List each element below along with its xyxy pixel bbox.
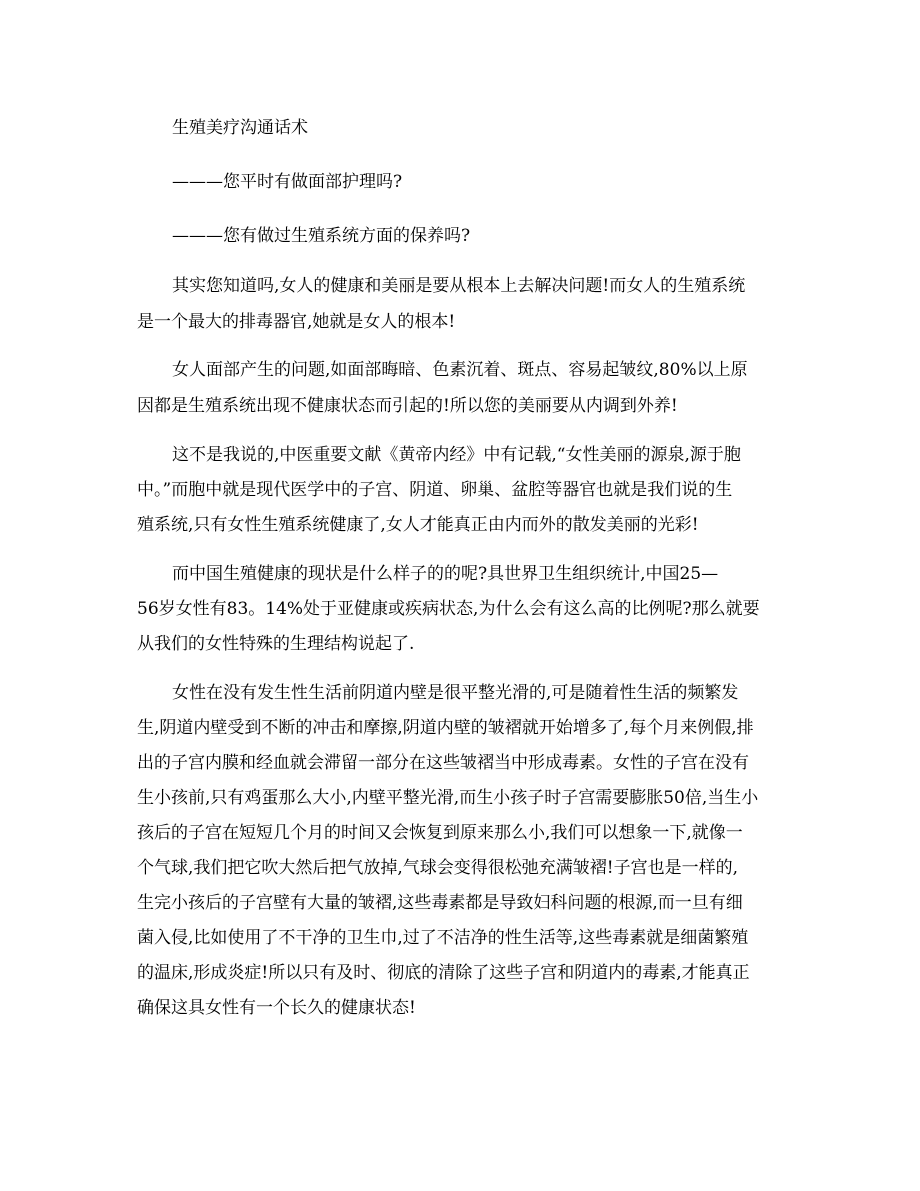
paragraph-4-line-1: 而中国生殖健康的现状是什么样子的的呢?具世界卫生组织统计,中国25— bbox=[172, 564, 719, 584]
paragraph-5-line-1: 女性在没有发生性生活前阴道内壁是很平整光滑的,可是随着性生活的频繁发 bbox=[172, 683, 739, 703]
question-1: ———您平时有做面部护理吗? bbox=[172, 172, 403, 192]
document-title: 生殖美疗沟通话术 bbox=[172, 118, 308, 138]
paragraph-2-line-1: 女人面部产生的问题,如面部晦暗、色素沉着、斑点、容易起皱纹,80%以上原 bbox=[172, 360, 748, 380]
paragraph-5-line-8: 菌入侵,比如使用了不干净的卫生巾,过了不洁净的性生活等,这些毒素就是细菌繁殖 bbox=[137, 928, 749, 948]
paragraph-5-line-5: 孩后的子宫在短短几个月的时间又会恢复到原来那么小,我们可以想象一下,就像一 bbox=[137, 823, 743, 843]
paragraph-3-line-3: 殖系统,只有女性生殖系统健康了,女人才能真正由内而外的散发美丽的光彩! bbox=[137, 515, 699, 535]
question-2: ———您有做过生殖系统方面的保养吗? bbox=[172, 226, 471, 246]
paragraph-3-line-1: 这不是我说的,中医重要文献《黄帝内经》中有记载,“女性美丽的源泉,源于胞 bbox=[172, 445, 741, 465]
paragraph-4-line-3: 从我们的女性特殊的生理结构说起了. bbox=[137, 634, 415, 654]
paragraph-2-line-2: 因都是生殖系统出现不健康状态而引起的!所以您的美丽要从内调到外养! bbox=[137, 396, 678, 416]
paragraph-4-line-2: 56岁女性有83。14%处于亚健康或疾病状态,为什么会有这么高的比例呢?那么就要 bbox=[137, 599, 760, 619]
paragraph-3-line-2: 中。”而胞中就是现代医学中的子宫、阴道、卵巢、盆腔等器官也就是我们说的生 bbox=[137, 480, 733, 500]
paragraph-5-line-7: 生完小孩后的子宫壁有大量的皱褶,这些毒素都是导致妇科问题的根源,而一旦有细 bbox=[137, 893, 743, 913]
paragraph-5-line-9: 的温床,形成炎症!所以只有及时、彻底的清除了这些子宫和阴道内的毒素,才能真正 bbox=[137, 963, 750, 983]
paragraph-5-line-6: 个气球,我们把它吹大然后把气放掉,气球会变得很松弛充满皱褶!子宫也是一样的, bbox=[137, 858, 739, 878]
paragraph-1-line-1: 其实您知道吗,女人的健康和美丽是要从根本上去解决问题!而女人的生殖系统 bbox=[172, 276, 746, 296]
paragraph-5-line-2: 生,阴道内壁受到不断的冲击和摩擦,阴道内壁的皱褶就开始增多了,每个月来例假,排 bbox=[137, 718, 754, 738]
paragraph-1-line-2: 是一个最大的排毒器官,她就是女人的根本! bbox=[137, 312, 456, 332]
paragraph-5-line-4: 生小孩前,只有鸡蛋那么大小,内壁平整光滑,而生小孩子时子宫需要膨胀50倍,当生小 bbox=[137, 788, 759, 808]
paragraph-5-line-10: 确保这具女性有一个长久的健康状态! bbox=[137, 998, 416, 1018]
paragraph-5-line-3: 出的子宫内膜和经血就会滞留一部分在这些皱褶当中形成毒素。女性的子宫在没有 bbox=[137, 753, 749, 773]
